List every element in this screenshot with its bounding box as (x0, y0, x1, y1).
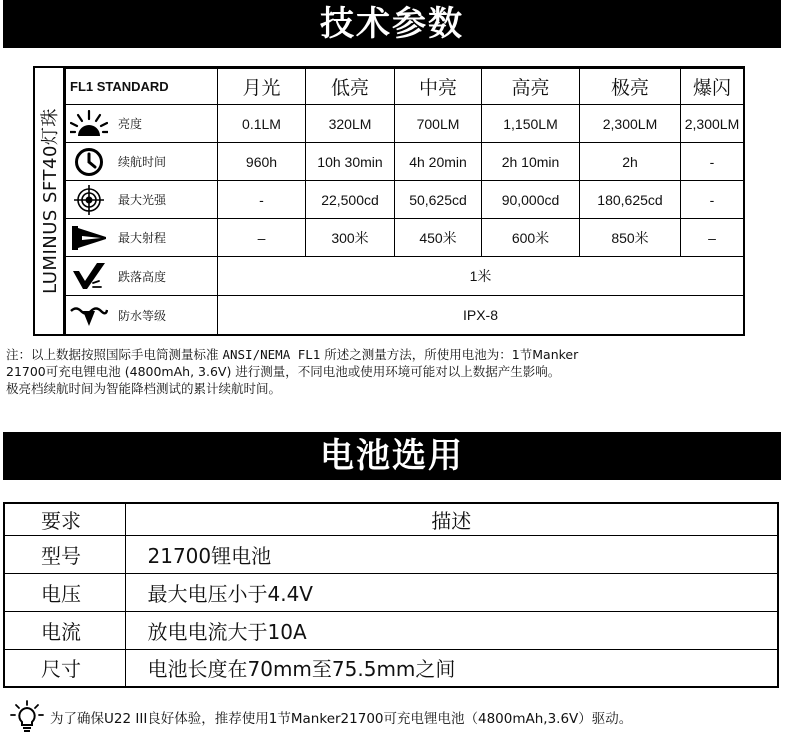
spec-table-container (33, 66, 745, 336)
led-label-column (35, 68, 65, 334)
spec-cell: 4h 20min (395, 143, 482, 181)
spec-cell: 2h 10min (482, 143, 580, 181)
spec-cell: 960h (218, 143, 306, 181)
clock-icon (70, 147, 108, 177)
beam-distance-icon (70, 223, 108, 253)
spec-cell: - (681, 181, 744, 219)
spec-cell: – (218, 219, 306, 257)
measurement-note: 注：以上数据按照国际手电筒测量标准 ANSI/NEMA FL1 所述之测量方法，所使用电池为：1节Manker 21700可充电锂电池 (4800mAh, 3.6V) 进行测量，不同电池或使用环境可能对以上数据产生影响。 极亮档续航时间为智能降档测试的累计续航时间。 (6, 347, 579, 396)
spec-cell: - (218, 181, 306, 219)
spec-cell: 10h 30min (306, 143, 395, 181)
mode-header: 中亮 (395, 69, 482, 105)
battery-row: 电流 放电电流大于10A (4, 611, 778, 649)
battery-table (3, 502, 779, 688)
spec-row-runtime: 续航时间 960h 10h 30min 4h 20min 2h 10min 2h - (66, 143, 744, 181)
target-icon (70, 185, 108, 215)
spec-row-impact: 跌落高度 1米 (66, 257, 744, 296)
battery-header-key: 要求 (4, 503, 125, 535)
brightness-icon (70, 109, 108, 139)
spec-cell: – (681, 219, 744, 257)
spec-cell: 700LM (395, 105, 482, 143)
spec-cell: 180,625cd (580, 181, 681, 219)
recommendation-tip (10, 700, 805, 734)
spec-cell: 1,150LM (482, 105, 580, 143)
mode-header: 爆闪 (681, 69, 744, 105)
waterproof-icon (70, 300, 108, 330)
standard-label: FL1 STANDARD (66, 69, 218, 105)
spec-cell: 2,300LM (580, 105, 681, 143)
spec-cell: 320LM (306, 105, 395, 143)
mode-header: 低亮 (306, 69, 395, 105)
battery-header-desc: 描述 (125, 503, 778, 535)
spec-row-waterproof: 防水等级 IPX-8 (66, 296, 744, 335)
spec-row-distance: 最大射程 – 300米 450米 600米 850米 – (66, 219, 744, 257)
spec-cell: 300米 (306, 219, 395, 257)
spec-header-row (66, 69, 744, 105)
spec-cell: 0.1LM (218, 105, 306, 143)
mode-header: 极亮 (580, 69, 681, 105)
battery-row: 尺寸 电池长度在70mm至75.5mm之间 (4, 649, 778, 687)
spec-cell: 2h (580, 143, 681, 181)
spec-cell: 2,300LM (681, 105, 744, 143)
spec-row-intensity: 最大光强 - 22,500cd 50,625cd 90,000cd 180,625cd - (66, 181, 744, 219)
specs-banner: 技术参数 (3, 0, 781, 48)
spec-cell: 50,625cd (395, 181, 482, 219)
spec-table (65, 68, 744, 335)
spec-cell: 850米 (580, 219, 681, 257)
spec-cell: 450米 (395, 219, 482, 257)
spec-cell: - (681, 143, 744, 181)
battery-row: 型号 21700锂电池 (4, 535, 778, 573)
spec-cell: 22,500cd (306, 181, 395, 219)
lightbulb-icon (10, 700, 44, 734)
battery-row: 电压 最大电压小于4.4V (4, 573, 778, 611)
battery-header-row (4, 503, 778, 535)
impact-icon (70, 261, 108, 291)
spec-span-cell: 1米 (218, 257, 744, 296)
spec-cell: 90,000cd (482, 181, 580, 219)
mode-header: 高亮 (482, 69, 580, 105)
spec-cell: 600米 (482, 219, 580, 257)
tip-text: 为了确保U22 III良好体验，推荐使用1节Manker21700可充电锂电池（4800mAh,3.6V）驱动。 (50, 711, 633, 727)
spec-row-brightness: 亮度 0.1LM 320LM 700LM 1,150LM 2,300LM 2,300LM (66, 105, 744, 143)
spec-span-cell: IPX-8 (218, 296, 744, 335)
led-label: LUMINUS SFT40灯珠 (40, 108, 61, 294)
mode-header: 月光 (218, 69, 306, 105)
battery-banner: 电池选用 (3, 432, 781, 480)
